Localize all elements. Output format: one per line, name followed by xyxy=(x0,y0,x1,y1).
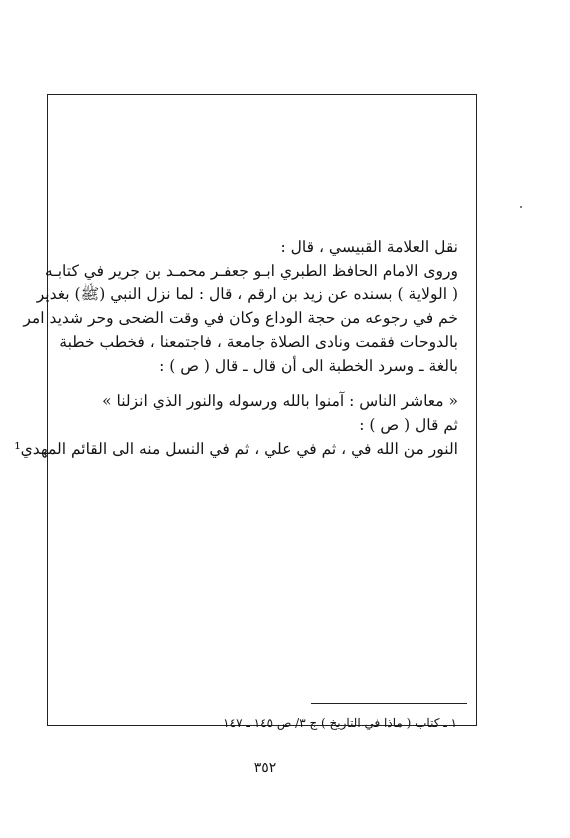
text-line-4: خم في رجوعه من حجة الوداع وكان في وقت الضحى وحر شديد امر xyxy=(23,309,458,328)
quote-line: « معاشر الناس : آمنوا بالله ورسوله والنور الذي انزلنا » xyxy=(102,392,458,411)
text-line-3: ( الولاية ) بسنده عن زيد بن ارقم ، قال : لما نزل النبي (ﷺ) بغدير xyxy=(36,285,458,304)
main-text xyxy=(14,236,458,461)
text-line-9: النور من الله في ، ثم في علي ، ثم في النسل منه الى القائم المهدي¹ xyxy=(14,439,458,458)
text-line-6: بالغة ـ وسرد الخطبة الى أن قال ـ قال ( ص ) : xyxy=(159,356,458,375)
footnote: ١ ـ كتاب ( ماذا في التاريخ ) ج ٣/ ص ١٤٥ ـ ١٤٧ xyxy=(223,716,457,730)
text-line-5: بالدوحات فقمت ونادى الصلاة جامعة ، فاجتمعنا ، فخطب خطبة xyxy=(59,332,458,351)
text-line-2: وروى الامام الحافظ الطبري ابـو جعفـر محمـد بن جرير في كتابـه xyxy=(44,261,458,280)
scan-speck xyxy=(520,206,522,208)
page-number: ٣٥٢ xyxy=(253,760,277,776)
text-line-8: ثم قال ( ص ) : xyxy=(359,415,458,434)
text-line-1: نقل العلامة القبيسي ، قال : xyxy=(280,238,458,256)
footnote-separator xyxy=(311,703,467,704)
